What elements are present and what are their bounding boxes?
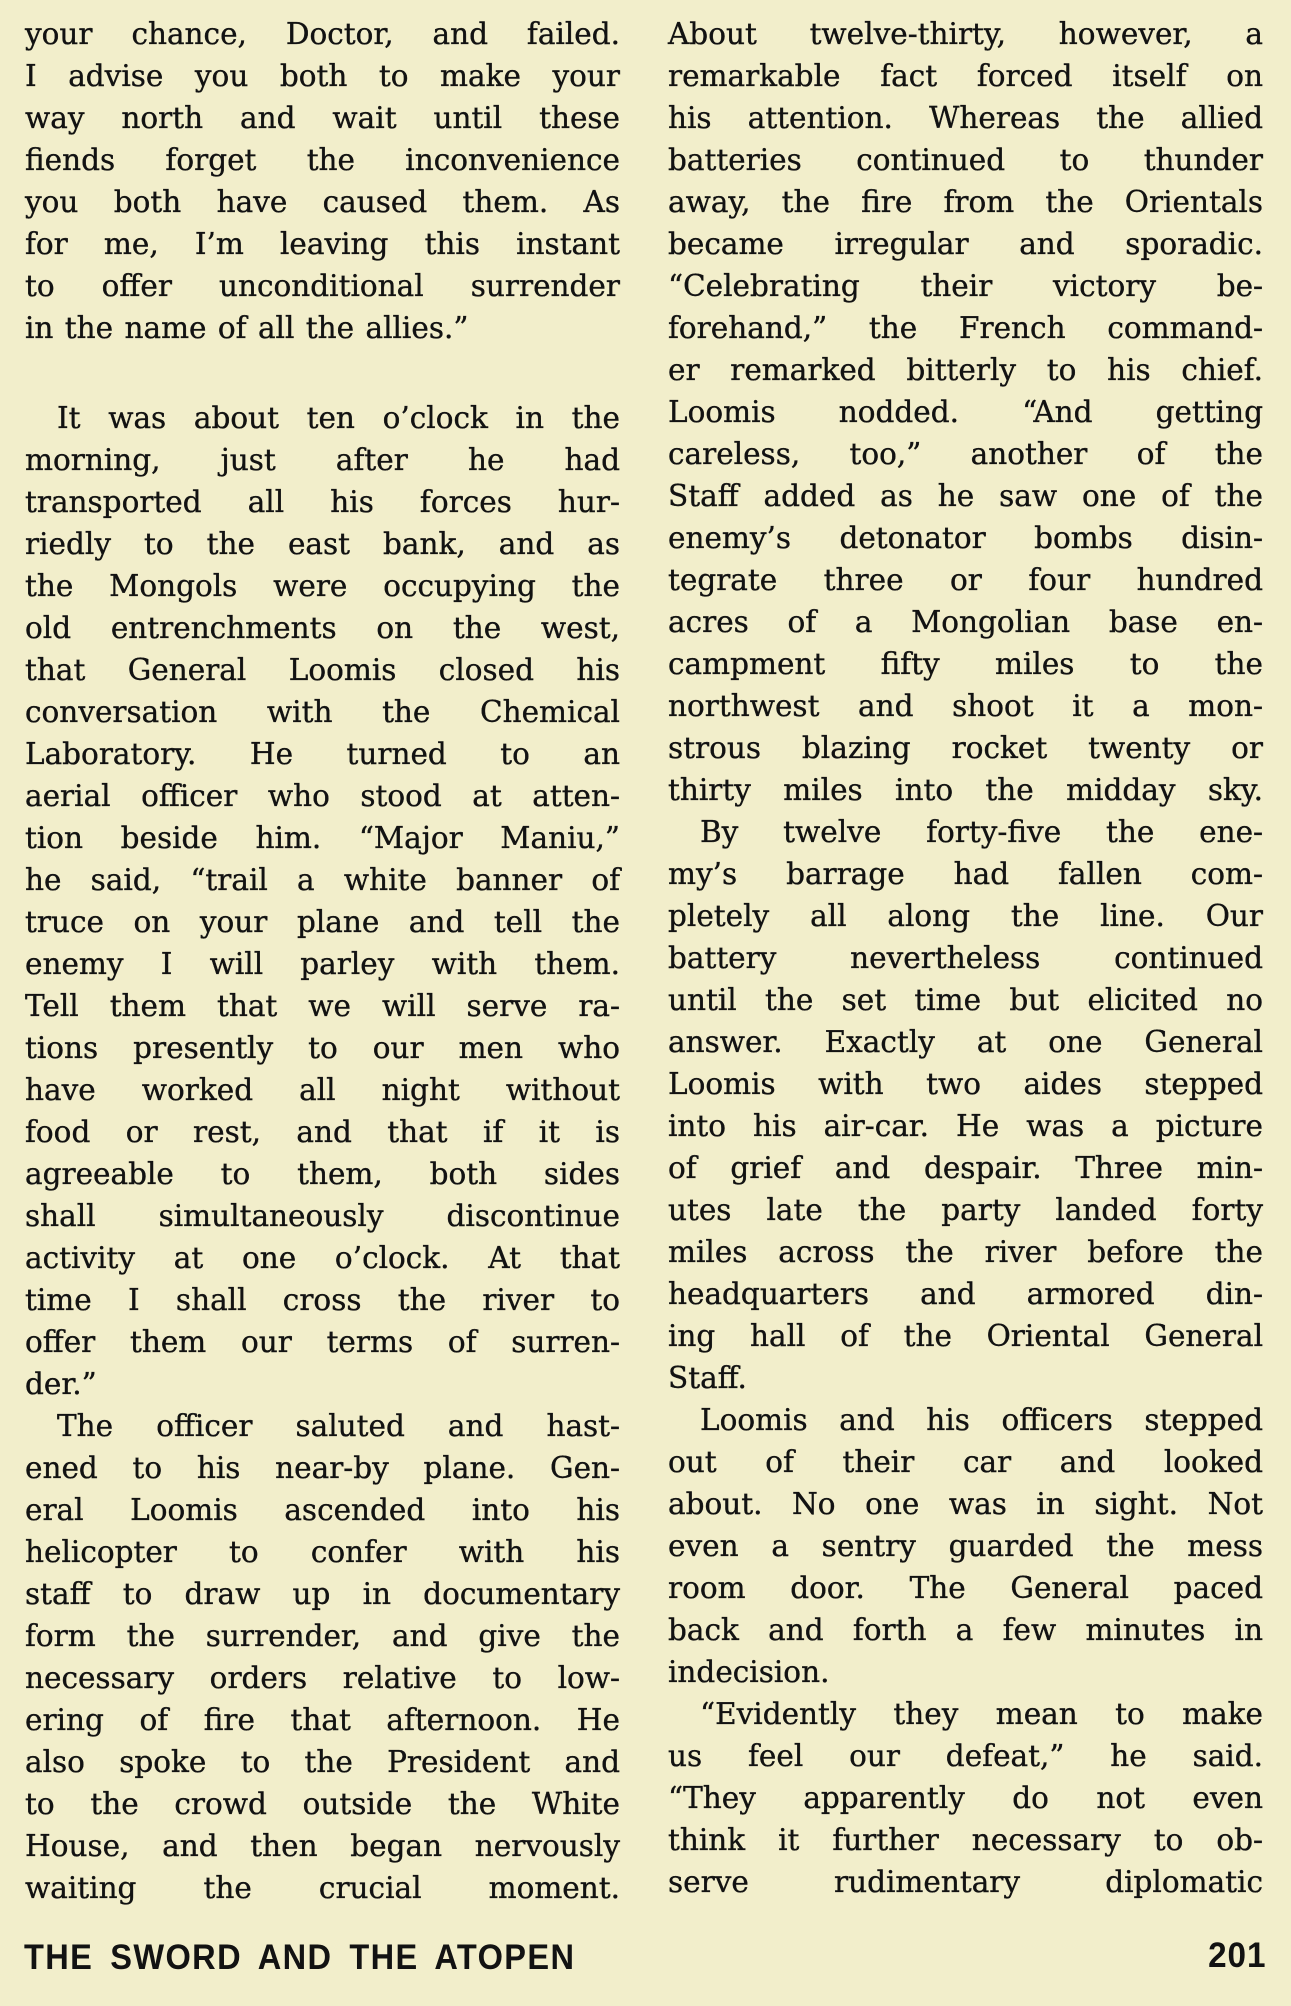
text-line: serve rudimentary diplomatic (668, 1865, 1263, 1899)
text-line: ering of fire that afternoon. He (25, 1703, 620, 1737)
text-line: became irregular and sporadic. (668, 227, 1263, 261)
text-line: tegrate three or four hundred (668, 563, 1263, 597)
text-line: ing hall of the Oriental General (668, 1319, 1263, 1353)
paragraph (25, 1405, 620, 1909)
text-line: tions presently to our men who (25, 1031, 620, 1065)
text-line: food or rest, and that if it is (25, 1115, 620, 1149)
text-line: in the name of all the allies.” (25, 311, 469, 345)
text-line: room door. The General paced (668, 1571, 1263, 1605)
text-line: my’s barrage had fallen com- (668, 857, 1263, 891)
text-line: campment fifty miles to the (668, 647, 1263, 681)
text-line: “Celebrating their victory be- (668, 269, 1263, 303)
text-line: “They apparently do not even (668, 1781, 1263, 1815)
text-line: miles across the river before the (668, 1235, 1263, 1269)
text-line: Tell them that we will serve ra- (25, 989, 620, 1023)
text-line: Loomis nodded. “And getting (668, 395, 1263, 429)
text-line: “Evidently they mean to make (700, 1697, 1263, 1731)
text-line: der.” (25, 1367, 97, 1401)
text-line: indecision. (668, 1655, 830, 1689)
text-line: batteries continued to thunder (668, 143, 1263, 177)
text-line: House, and then began nervously (25, 1829, 620, 1863)
paragraph (668, 1399, 1263, 1693)
running-title: THE SWORD AND THE ATOPEN (24, 1938, 576, 1977)
text-line: utes late the party landed forty (668, 1193, 1263, 1227)
paragraph (668, 13, 1263, 811)
text-line: about. No one was in sight. Not (668, 1487, 1263, 1521)
text-line: northwest and shoot it a mon- (668, 689, 1263, 723)
text-line: riedly to the east bank, and as (25, 527, 620, 561)
text-line: of grief and despair. Three min- (668, 1151, 1263, 1185)
text-line: By twelve forty-five the ene- (700, 815, 1263, 849)
page-number: 201 (1207, 1936, 1266, 1975)
text-line: until the set time but elicited no (668, 983, 1263, 1017)
text-line: waiting the crucial moment. (25, 1871, 620, 1905)
text-line: have worked all night without (25, 1073, 620, 1107)
text-line: his attention. Whereas the allied (668, 101, 1263, 135)
text-line: I advise you both to make your (25, 59, 620, 93)
text-line: your chance, Doctor, and failed. (25, 17, 620, 51)
text-line: The officer saluted and hast- (57, 1409, 620, 1443)
text-line: Staff. (668, 1361, 747, 1395)
text-line: tion beside him. “Major Maniu,” (25, 821, 620, 855)
text-line: old entrenchments on the west, (25, 611, 620, 645)
text-line: Loomis with two aides stepped (668, 1067, 1263, 1101)
text-line: careless, too,” another of the (668, 437, 1263, 471)
text-line: even a sentry guarded the mess (668, 1529, 1263, 1563)
text-line: enemy’s detonator bombs disin- (668, 521, 1263, 555)
text-line: also spoke to the President and (25, 1745, 620, 1779)
text-line: into his air-car. He was a picture (668, 1109, 1263, 1143)
text-line: shall simultaneously discontinue (25, 1199, 620, 1233)
text-line: time I shall cross the river to (25, 1283, 620, 1317)
text-line: Loomis and his officers stepped (700, 1403, 1263, 1437)
text-line: battery nevertheless continued (668, 941, 1263, 975)
text-line: Staff added as he saw one of the (668, 479, 1263, 513)
text-line: strous blazing rocket twenty or (668, 731, 1263, 765)
text-line: transported all his forces hur- (25, 485, 620, 519)
text-line: us feel our defeat,” he said. (668, 1739, 1263, 1773)
text-column-right (668, 13, 1263, 1903)
text-line: morning, just after he had (25, 443, 620, 477)
text-line: truce on your plane and tell the (25, 905, 620, 939)
text-line: remarkable fact forced itself on (668, 59, 1263, 93)
text-line: out of their car and looked (668, 1445, 1263, 1479)
text-line: think it further necessary to ob- (668, 1823, 1263, 1857)
paragraph (668, 1693, 1263, 1903)
text-line: activity at one o’clock. At that (25, 1241, 620, 1275)
text-line: staff to draw up in documentary (25, 1577, 620, 1611)
text-line: away, the fire from the Orientals (668, 185, 1263, 219)
text-line: necessary orders relative to low- (25, 1661, 620, 1695)
text-line: fiends forget the inconvenience (25, 143, 620, 177)
text-line: form the surrender, and give the (25, 1619, 620, 1653)
text-line: er remarked bitterly to his chief. (668, 353, 1263, 387)
text-line: It was about ten o’clock in the (57, 401, 620, 435)
text-line: enemy I will parley with them. (25, 947, 620, 981)
paragraph (25, 13, 620, 349)
text-line: About twelve-thirty, however, a (668, 17, 1263, 51)
text-line: you both have caused them. As (25, 185, 620, 219)
text-line: thirty miles into the midday sky. (668, 773, 1263, 807)
text-line: the Mongols were occupying the (25, 569, 620, 603)
text-column-left (25, 13, 620, 1909)
text-line: he said, “trail a white banner of (25, 863, 620, 897)
text-line: back and forth a few minutes in (668, 1613, 1263, 1647)
text-line: forehand,” the French command- (668, 311, 1263, 345)
text-line: for me, I’m leaving this instant (25, 227, 620, 261)
text-line: acres of a Mongolian base en- (668, 605, 1263, 639)
text-line: pletely all along the line. Our (668, 899, 1263, 933)
text-line: way north and wait until these (25, 101, 620, 135)
text-line: offer them our terms of surren- (25, 1325, 620, 1359)
text-line: conversation with the Chemical (25, 695, 620, 729)
text-line: Laboratory. He turned to an (25, 737, 620, 771)
text-line: to the crowd outside the White (25, 1787, 620, 1821)
text-line: aerial officer who stood at atten- (25, 779, 620, 813)
paragraph (668, 811, 1263, 1399)
text-line: that General Loomis closed his (25, 653, 620, 687)
paragraph (25, 397, 620, 1405)
text-line: answer. Exactly at one General (668, 1025, 1263, 1059)
text-line: eral Loomis ascended into his (25, 1493, 620, 1527)
text-line: helicopter to confer with his (25, 1535, 620, 1569)
text-line: headquarters and armored din- (668, 1277, 1263, 1311)
text-line: ened to his near-by plane. Gen- (25, 1451, 620, 1485)
text-line: agreeable to them, both sides (25, 1157, 620, 1191)
text-line: to offer unconditional surrender (25, 269, 620, 303)
